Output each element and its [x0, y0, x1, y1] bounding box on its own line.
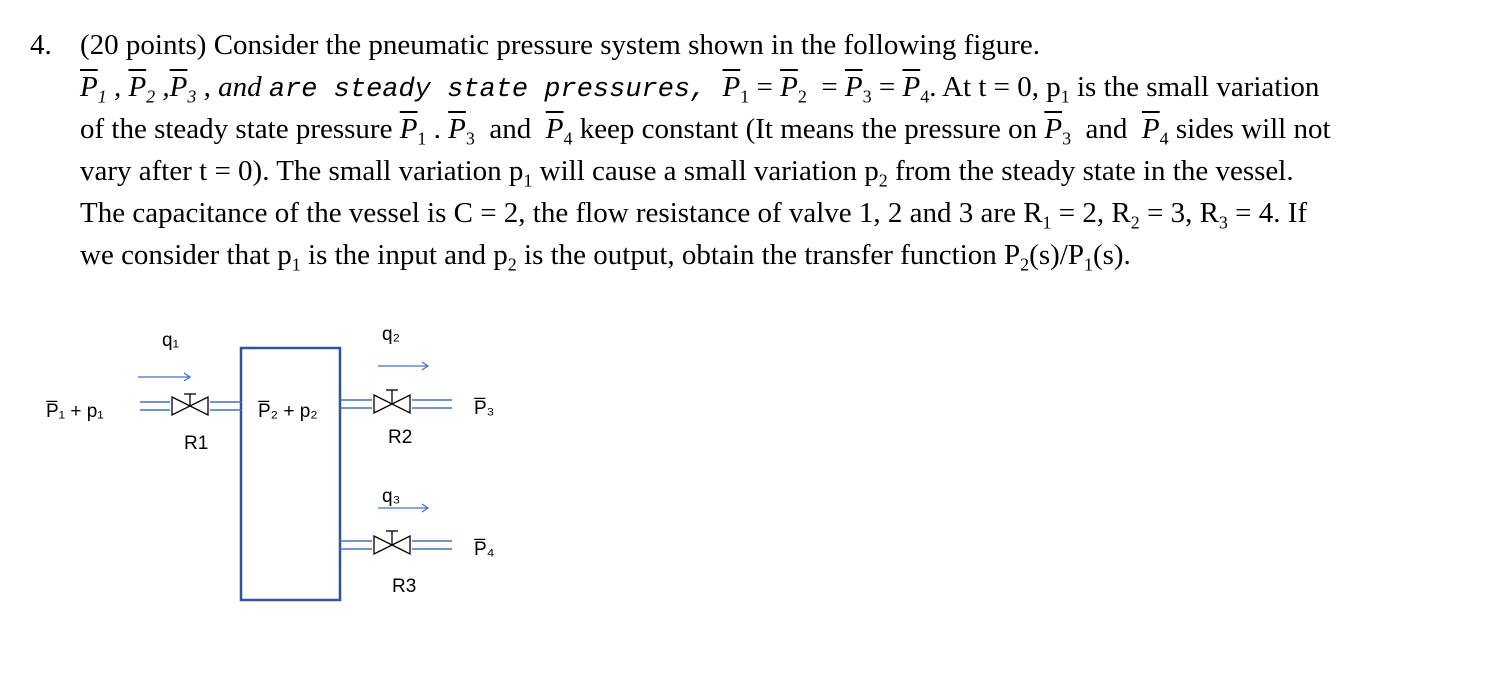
q2-label: q₂	[382, 324, 400, 345]
r2-label: R2	[388, 427, 413, 448]
problem-number: 4.	[30, 29, 52, 61]
valve-r1	[140, 394, 241, 415]
problem-line-6: we consider that $p_1$ is the input and $p_2$ is the output, obtain the transfer function $P_2(s)/P_1(s)$.	[80, 239, 1131, 275]
problem-line-3: of the steady state pressure $\overline{P}_1$ . $\overline{P}_3$ and $\overline{P}_4$ keep constant (It means the pressure on $\overline{P}_3$ and $\overline{P}_4$ sides will not	[80, 113, 1331, 149]
vessel	[241, 348, 340, 600]
problem-line-5: The capacitance of the vessel is C = 2, the flow resistance of valve 1, 2 and 3 are $R_1 = 2$, $R_2 = 3$, $R_3 = 4$. If	[80, 197, 1308, 233]
problem-line-4: vary after t = 0). The small variation $p_1$ will cause a small variation $p_2$ from the steady state in the vessel.	[80, 155, 1294, 191]
outlet-p3-label: P̅₃	[474, 398, 495, 419]
valve-r2	[340, 390, 452, 413]
r3-label: R3	[392, 576, 417, 597]
q1-label: q₁	[162, 330, 179, 351]
r1-label: R1	[184, 433, 209, 454]
valve-r3	[340, 531, 452, 554]
outlet-p4-label: P̅₄	[474, 539, 495, 560]
vessel-label: P̅₂ + p₂	[258, 401, 318, 422]
pneumatic-system-diagram	[0, 300, 600, 620]
inlet-label: P̅₁ + p₁	[46, 401, 104, 422]
q3-label: q₃	[382, 486, 401, 507]
problem-line-1: (20 points) Consider the pneumatic pressure system shown in the following figure.	[80, 29, 1041, 61]
problem-line-2: $\overline{P}_1$ , $\overline{P}_2$ $,\overline{P}_3$ , and are steady state pressures, $\overline{P}_1 = \overline{P}_2 = \overline{P}_3 = \overline{P}_4$. At t = 0, $p_1$ is the small variation	[80, 71, 1320, 107]
